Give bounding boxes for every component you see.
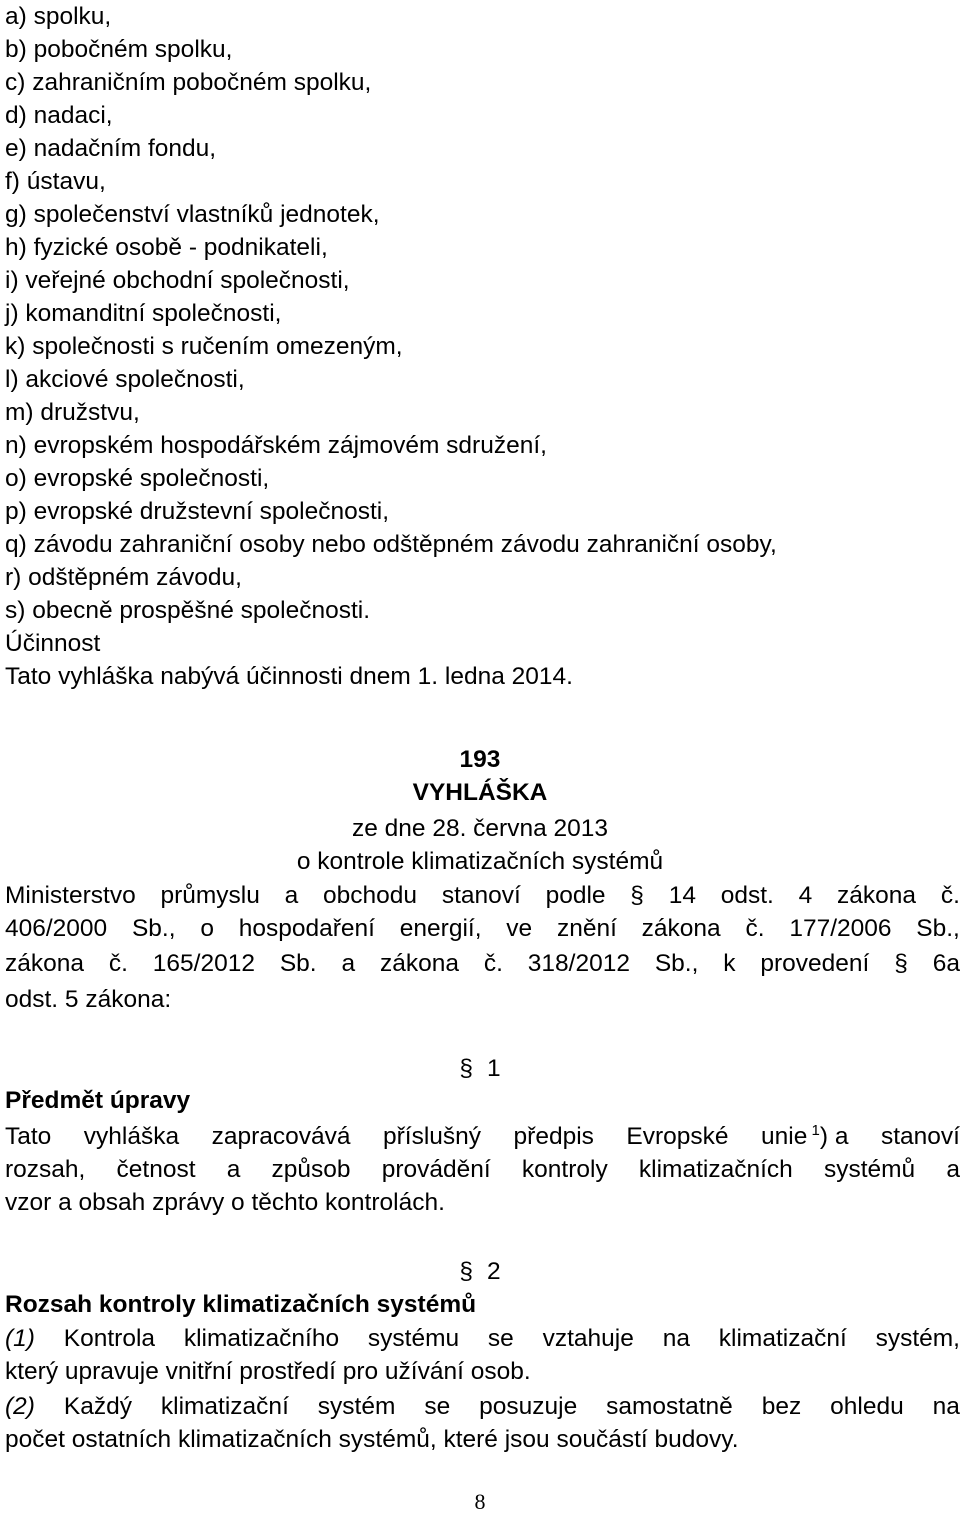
- section-2-para-1-line: který upravuje vnitřní prostředí pro užívání osob.: [5, 1358, 531, 1385]
- word: vyhláška: [83, 1123, 180, 1150]
- word: č.: [483, 950, 503, 977]
- section-1-line: [5, 1153, 960, 1186]
- word: energií,: [399, 915, 482, 942]
- section-1-marker: [0, 1052, 960, 1085]
- word: a: [284, 882, 299, 909]
- word: systému: [367, 1325, 460, 1352]
- list-item: c) zahraničním pobočném spolku,: [5, 69, 372, 96]
- word: předpis: [513, 1123, 594, 1150]
- list-item: e) nadačním fondu,: [5, 135, 217, 162]
- word: Evropské: [626, 1123, 729, 1150]
- word: §: [894, 950, 908, 977]
- list-item: o) evropské společnosti,: [5, 465, 270, 492]
- word: 6a: [932, 950, 960, 977]
- list-item: a) spolku,: [5, 3, 112, 30]
- section-1-title: Předmět úpravy: [5, 1087, 191, 1114]
- word: stanoví: [441, 882, 521, 909]
- word: se: [487, 1325, 514, 1352]
- word: zapracovává: [211, 1123, 351, 1150]
- word: a: [946, 1156, 960, 1183]
- list-item: g) společenství vlastníků jednotek,: [5, 201, 380, 228]
- word: o: [200, 915, 214, 942]
- word: podle: [545, 882, 606, 909]
- section-sign: §: [459, 1258, 473, 1285]
- decree-type: VYHLÁŠKA: [412, 779, 548, 806]
- word: posuzuje: [479, 1393, 578, 1420]
- list-item: m) družstvu,: [5, 399, 140, 426]
- word: §: [630, 882, 644, 909]
- word: četnost: [116, 1156, 196, 1183]
- list-item: p) evropské družstevní společnosti,: [5, 498, 390, 525]
- list-item: s) obecně prospěšné společnosti.: [5, 597, 370, 624]
- word: systém,: [875, 1325, 960, 1352]
- word: ) a: [819, 1123, 849, 1150]
- word: provedení: [760, 950, 870, 977]
- word: klimatizační: [160, 1393, 289, 1420]
- decree-date: ze dne 28. června 2013: [351, 815, 609, 842]
- word: zákona: [641, 915, 721, 942]
- word: samostatně: [606, 1393, 733, 1420]
- word: k: [723, 950, 736, 977]
- decree-subject: o kontrole klimatizačních systémů: [296, 848, 664, 875]
- section-1-line: [5, 1120, 960, 1153]
- word: zákona: [837, 882, 917, 909]
- word: klimatizačního: [183, 1325, 340, 1352]
- word: a: [226, 1156, 241, 1183]
- word: příslušný: [383, 1123, 482, 1150]
- paragraph-number: (2): [5, 1393, 35, 1420]
- word: klimatizačních: [638, 1156, 793, 1183]
- word: Sb.,: [916, 915, 960, 942]
- word: na: [932, 1393, 960, 1420]
- word: a: [341, 950, 356, 977]
- word: způsob: [271, 1156, 351, 1183]
- section-2-marker: [0, 1255, 960, 1288]
- word: Sb.,: [131, 915, 176, 942]
- word: systém: [317, 1393, 396, 1420]
- word: bez: [761, 1393, 802, 1420]
- word: odst.: [720, 882, 774, 909]
- word: Tato: [5, 1123, 52, 1150]
- list-item: f) ústavu,: [5, 168, 106, 195]
- word: kontroly: [521, 1156, 608, 1183]
- word: 14: [668, 882, 696, 909]
- list-item: h) fyzické osobě - podnikateli,: [5, 234, 328, 261]
- section-number: 1: [487, 1055, 501, 1082]
- footnote-reference[interactable]: 1: [807, 1121, 820, 1139]
- effect-text: Tato vyhláška nabývá účinnosti dnem 1. ledna 2014.: [5, 663, 573, 690]
- word: na: [662, 1325, 690, 1352]
- section-1-line: vzor a obsah zprávy o těchto kontrolách.: [5, 1189, 445, 1216]
- word: obchodu: [323, 882, 418, 909]
- list-item: j) komanditní společnosti,: [5, 300, 282, 327]
- preamble-line: [5, 912, 960, 945]
- section-sign: §: [459, 1055, 473, 1082]
- word: 406/2000: [5, 915, 108, 942]
- word: ohledu: [830, 1393, 904, 1420]
- preamble-line-last: odst. 5 zákona:: [5, 986, 172, 1013]
- word: rozsah,: [5, 1156, 86, 1183]
- section-2-title: Rozsah kontroly klimatizačních systémů: [5, 1291, 477, 1318]
- preamble-line: [5, 879, 960, 912]
- word: 318/2012: [527, 950, 630, 977]
- section-2-para-1-line: [5, 1322, 960, 1355]
- list-item: r) odštěpném závodu,: [5, 564, 242, 591]
- section-2-para-2-line: [5, 1390, 960, 1423]
- list-item: b) pobočném spolku,: [5, 36, 233, 63]
- list-item: q) závodu zahraniční osoby nebo odštěpném závodu zahraniční osoby,: [5, 531, 777, 558]
- list-item: k) společnosti s ručením omezeným,: [5, 333, 403, 360]
- section-number: 2: [487, 1258, 501, 1285]
- paragraph-number: (1): [5, 1325, 35, 1352]
- word: č.: [940, 882, 960, 909]
- word: č.: [745, 915, 765, 942]
- effect-heading: Účinnost: [5, 630, 101, 657]
- word: vztahuje: [542, 1325, 634, 1352]
- decree-number: 193: [459, 746, 501, 773]
- word: znění: [556, 915, 617, 942]
- word: Každý: [63, 1393, 132, 1420]
- word: Kontrola: [63, 1325, 156, 1352]
- word: č.: [108, 950, 128, 977]
- preamble-line: [5, 947, 960, 980]
- word: se: [424, 1393, 451, 1420]
- word: ve: [506, 915, 533, 942]
- list-item: l) akciové společnosti,: [5, 366, 245, 393]
- word: unie $^1$) a: [761, 1120, 848, 1153]
- word: Sb.,: [654, 950, 699, 977]
- word: provádění: [381, 1156, 491, 1183]
- section-2-para-2-line: počet ostatních klimatizačních systémů, které jsou součástí budovy.: [5, 1426, 739, 1453]
- word: systémů: [823, 1156, 916, 1183]
- word: 165/2012: [152, 950, 255, 977]
- word: stanoví: [880, 1123, 960, 1150]
- list-item: d) nadaci,: [5, 102, 113, 129]
- word: zákona: [5, 950, 85, 977]
- word: 4: [798, 882, 813, 909]
- word: zákona: [379, 950, 459, 977]
- word: hospodaření: [238, 915, 375, 942]
- word: Ministerstvo: [5, 882, 136, 909]
- word: Sb.: [279, 950, 317, 977]
- word: průmyslu: [160, 882, 260, 909]
- list-item: i) veřejné obchodní společnosti,: [5, 267, 350, 294]
- page-number: 8: [474, 1489, 486, 1514]
- word: klimatizační: [718, 1325, 847, 1352]
- word: 177/2006: [789, 915, 892, 942]
- list-item: n) evropském hospodářském zájmovém sdružení,: [5, 432, 547, 459]
